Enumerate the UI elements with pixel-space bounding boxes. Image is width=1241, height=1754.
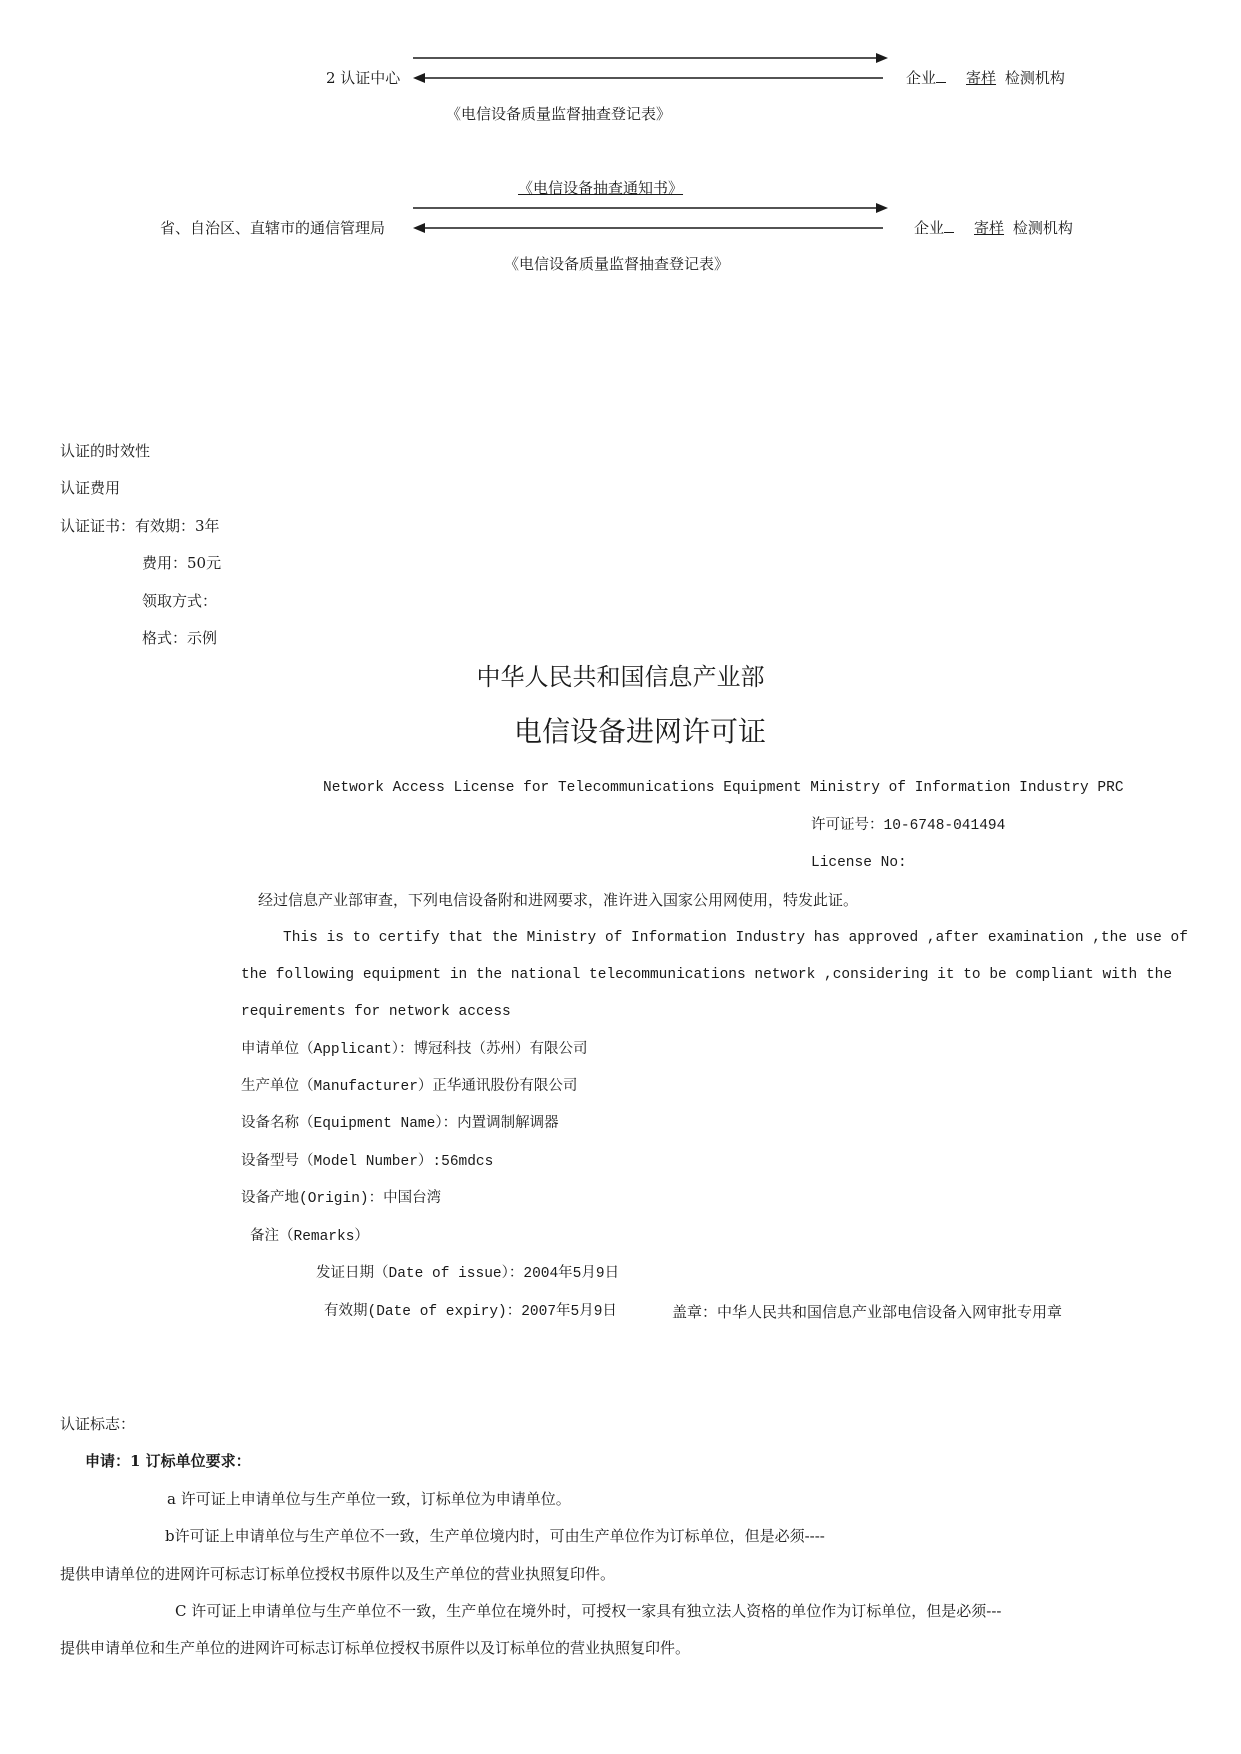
flow2-bottom-label: 《电信设备质量监督抽查登记表》 bbox=[504, 255, 730, 273]
apply-heading: 申请：1 订标单位要求： bbox=[85, 1452, 251, 1470]
flow1-left-label: 2 认证中心 bbox=[326, 69, 401, 87]
license-issuer: 中华人民共和国信息产业部 bbox=[476, 663, 765, 691]
flow2-arrow-left-head bbox=[413, 223, 425, 233]
seal-line: 盖章：中华人民共和国信息产业部电信设备入网审批专用章 bbox=[672, 1303, 1063, 1321]
item-a: a 许可证上申请单位与生产单位一致，订标单位为申请单位。 bbox=[167, 1490, 571, 1508]
statement-en-3: requirements for network access bbox=[241, 1004, 511, 1020]
flow2-arrow-right-head bbox=[876, 203, 888, 213]
item-b: b许可证上申请单位与生产单位不一致，生产单位境内时，可由生产单位作为订标单位，但是必须---- bbox=[165, 1527, 825, 1545]
flow1-right-label bbox=[906, 68, 1065, 88]
flow2-top-label-text: 《电信设备抽查通知书》 bbox=[518, 179, 684, 197]
collect-line: 领取方式： bbox=[142, 592, 218, 610]
manufacturer-line: 生产单位（Manufacturer）正华通讯股份有限公司 bbox=[241, 1079, 578, 1095]
flow2-top-label bbox=[518, 178, 683, 198]
issue-date-line: 发证日期（Date of issue）：2004年5月9日 bbox=[316, 1266, 620, 1282]
item-c: C 许可证上申请单位与生产单位不一致，生产单位在境外时，可授权一家具有独立法人资格的单位作为订标单位，但是必须--- bbox=[175, 1602, 1002, 1620]
flow2-underline-gap bbox=[944, 218, 954, 233]
flow1-arrow-right-head bbox=[876, 53, 888, 63]
flow1-underline-gap bbox=[936, 68, 946, 83]
flow1-right-mid: 寄样 bbox=[966, 69, 997, 87]
statement-en-1: This is to certify that the Ministry of Information Industry has approved ,after examination ,the use of bbox=[283, 930, 1188, 946]
flow2-right-mid: 寄样 bbox=[974, 219, 1005, 237]
equipment-name-line: 设备名称（Equipment Name）：内置调制解调器 bbox=[241, 1116, 559, 1132]
flow2-right-suffix: 检测机构 bbox=[1012, 219, 1073, 237]
flow1-right-suffix: 检测机构 bbox=[1004, 69, 1065, 87]
item-b-continued: 提供申请单位的进网许可标志订标单位授权书原件以及生产单位的营业执照复印件。 bbox=[60, 1565, 616, 1583]
model-number-line: 设备型号（Model Number）:56mdcs bbox=[241, 1154, 494, 1170]
license-number-cn: 许可证号：10-6748-041494 bbox=[811, 818, 1006, 834]
remarks-line: 备注（Remarks） bbox=[250, 1229, 369, 1245]
expiry-date-line: 有效期(Date of expiry)：2007年5月9日 bbox=[324, 1304, 617, 1320]
flow2-left-label: 省、自治区、直辖市的通信管理局 bbox=[160, 219, 386, 237]
flow2-right-label bbox=[914, 218, 1073, 238]
flow1-arrow-left-head bbox=[413, 73, 425, 83]
origin-line: 设备产地(Origin)：中国台湾 bbox=[241, 1191, 442, 1207]
flow1-bottom-label: 《电信设备质量监督抽查登记表》 bbox=[446, 105, 672, 123]
statement-cn: 经过信息产业部审查，下列电信设备附和进网要求，准许进入国家公用网使用，特发此证。 bbox=[258, 891, 859, 909]
statement-en-2: the following equipment in the national telecommunications network ,considering it to be compliant with the bbox=[241, 967, 1173, 983]
flow1-right-prefix: 企业 bbox=[906, 69, 937, 87]
applicant-line: 申请单位（Applicant）：博冠科技（苏州）有限公司 bbox=[241, 1042, 588, 1058]
format-line: 格式：示例 bbox=[142, 629, 218, 647]
validity-heading: 认证的时效性 bbox=[60, 442, 151, 460]
license-subtitle: Network Access License for Telecommunications Equipment Ministry of Information Industry PRC bbox=[323, 780, 1124, 796]
item-c-continued: 提供申请单位和生产单位的进网许可标志订标单位授权书原件以及订标单位的营业执照复印件。 bbox=[60, 1639, 691, 1657]
certificate-line: 认证证书：有效期：3年 bbox=[60, 517, 220, 535]
mark-heading: 认证标志： bbox=[60, 1415, 136, 1433]
flow2-right-prefix: 企业 bbox=[914, 219, 945, 237]
license-number-en: License No: bbox=[811, 855, 907, 871]
license-title: 电信设备进网许可证 bbox=[513, 715, 766, 748]
fee-heading: 认证费用 bbox=[60, 479, 121, 497]
fee-line: 费用：50元 bbox=[142, 554, 222, 572]
